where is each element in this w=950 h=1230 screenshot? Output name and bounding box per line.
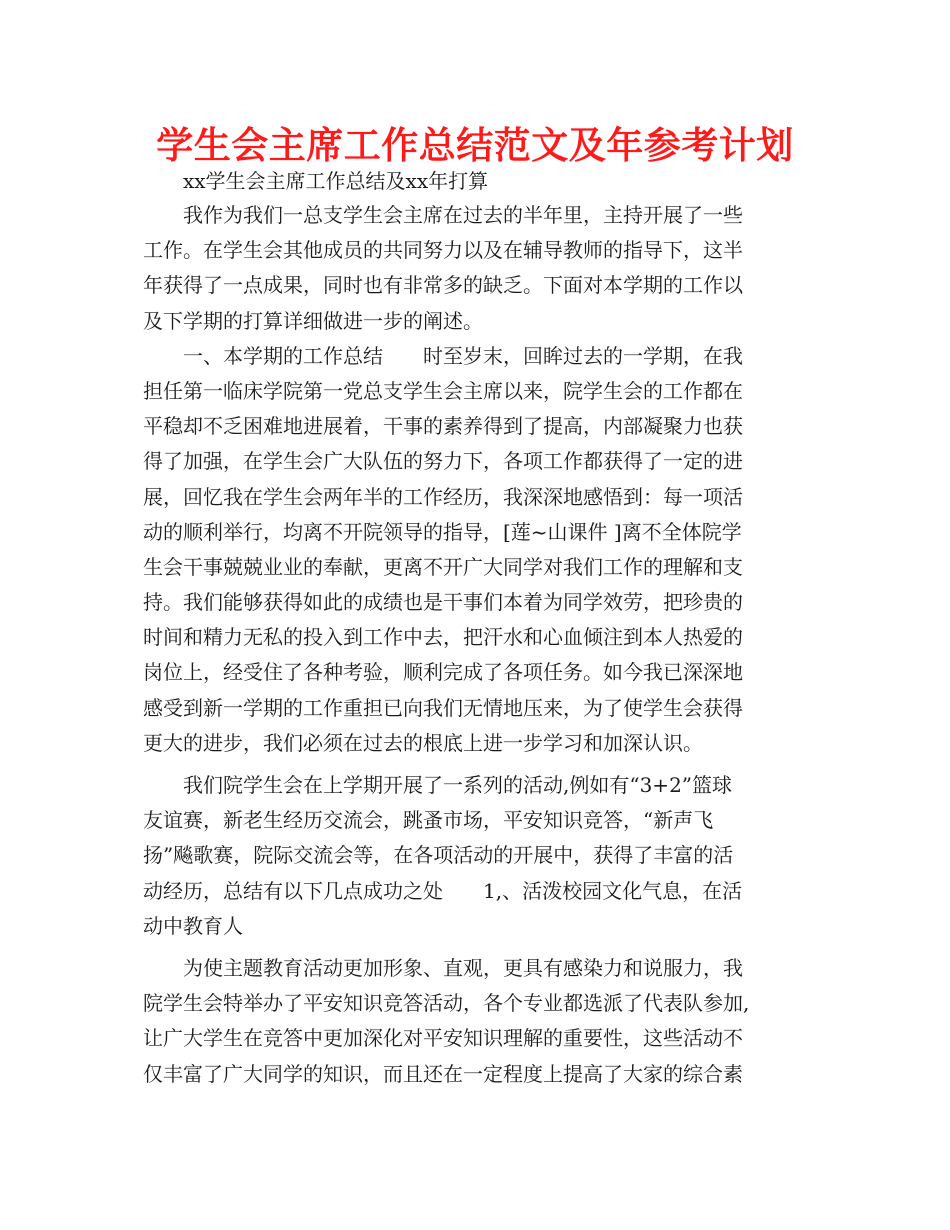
paragraph-line: 得了加强，在学生会广大队伍的努力下，各项工作都获得了一定的进 bbox=[143, 449, 743, 474]
paragraph-line: 持。我们能够获得如此的成绩也是干事们本着为同学效劳，把珍贵的 bbox=[143, 590, 743, 615]
paragraph-line: 岗位上，经受住了各种考验，顺利完成了各项任务。如今我已深深地 bbox=[143, 660, 743, 685]
paragraph-line: 我作为我们一总支学生会主席在过去的半年里，主持开展了一些 bbox=[183, 203, 743, 227]
paragraph-line: 更大的进步，我们必须在过去的根底上进一步学习和加深认识。 bbox=[143, 730, 703, 755]
paragraph-gap bbox=[143, 761, 815, 768]
paragraph-line: 仅丰富了广大同学的知识，而且还在一定程度上提高了大家的综合素 bbox=[143, 1061, 743, 1086]
paragraph-line: 扬”飚歌赛，院际交流会等，在各项活动的开展中，获得了丰富的活 bbox=[143, 843, 734, 868]
paragraph-line: 院学生会特举办了平安知识竞答活动，各个专业都选派了代表队参加, bbox=[143, 991, 750, 1016]
paragraph-line: 担任第一临床学院第一党总支学生会主席以来，院学生会的工作都在 bbox=[143, 378, 743, 403]
paragraph-line: 展，回忆我在学生会两年半的工作经历，我深深地感悟到：每一项活 bbox=[143, 484, 743, 509]
paragraph-line: 年获得了一点成果，同时也有非常多的缺乏。下面对本学期的工作以 bbox=[143, 273, 743, 298]
document-subtitle: xx学生会主席工作总结及xx年打算 bbox=[183, 169, 489, 193]
paragraph-line: 动的顺利举行，均离不开院领导的指导，[莲~山课件 ]离不全体院学 bbox=[143, 519, 742, 544]
paragraph-line: 动中教育人 bbox=[143, 913, 243, 938]
paragraph-line: 生会干事兢兢业业的奉献，更离不开广大同学对我们工作的理解和支 bbox=[143, 554, 743, 579]
paragraph-gap bbox=[143, 944, 815, 951]
document-title: 学生会主席工作总结范文及年参考计划 bbox=[156, 124, 794, 167]
paragraph-line: 一、本学期的工作总结 时至岁末，回眸过去的一学期，在我 bbox=[183, 343, 743, 368]
paragraph-line: 工作。在学生会其他成员的共同努力以及在辅导教师的指导下，这半 bbox=[143, 238, 743, 263]
paragraph-line: 及下学期的打算详细做进一步的阐述。 bbox=[143, 308, 483, 333]
document-body bbox=[143, 164, 815, 1092]
paragraph-line: 我们院学生会在上学期开展了一系列的活动,例如有“3+2”篮球 bbox=[183, 773, 733, 797]
paragraph-line: 平稳却不乏困难地进展着，干事的素养得到了提高，内部凝聚力也获 bbox=[143, 414, 743, 439]
paragraph-line: 让广大学生在竞答中更加深化对平安知识理解的重要性，这些活动不 bbox=[143, 1026, 743, 1051]
paragraph-line: 时间和精力无私的投入到工作中去，把汗水和心血倾注到本人热爱的 bbox=[143, 625, 743, 650]
paragraph-line: 为使主题教育活动更加形象、直观，更具有感染力和说服力，我 bbox=[183, 955, 743, 980]
paragraph-line: 感受到新一学期的工作重担已向我们无情地压来，为了使学生会获得 bbox=[143, 695, 743, 720]
paragraph-line: 动经历，总结有以下几点成功之处 1,、活泼校园文化气息，在活 bbox=[143, 878, 743, 903]
paragraph-line: 友谊赛，新老生经历交流会，跳蚤市场，平安知识竞答，“新声飞 bbox=[143, 808, 714, 833]
